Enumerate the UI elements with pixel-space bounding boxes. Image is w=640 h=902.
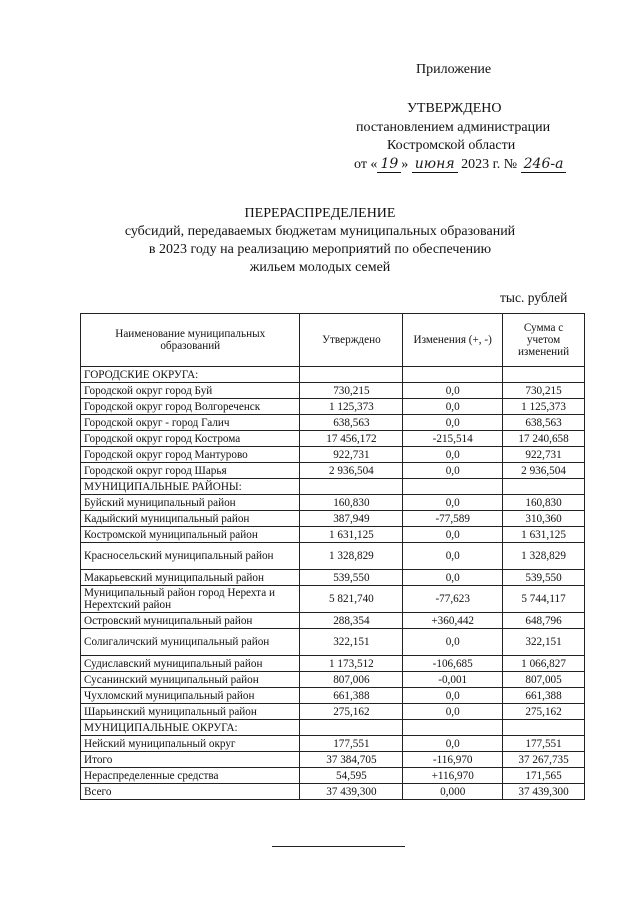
municipality-name: Всего [81, 784, 300, 800]
municipality-name: Солигаличский муниципальный район [81, 629, 300, 656]
approved-cell: 638,563 [300, 415, 403, 431]
table-header-row [81, 314, 585, 367]
table-row [81, 672, 585, 688]
change-cell: +360,442 [403, 613, 503, 629]
approved-cell: 922,731 [300, 447, 403, 463]
budget-table [80, 313, 585, 800]
section-row [81, 367, 585, 383]
municipality-name: Красносельский муниципальный район [81, 543, 300, 570]
change-cell: 0,0 [403, 527, 503, 543]
total-cell: 171,565 [503, 768, 585, 784]
approved-cell: 322,151 [300, 629, 403, 656]
total-cell [503, 479, 585, 495]
change-cell: 0,0 [403, 688, 503, 704]
change-cell: 0,0 [403, 415, 503, 431]
municipality-name: Судиславский муниципальный район [81, 656, 300, 672]
total-cell [503, 367, 585, 383]
municipality-name: Городской округ город Шарья [81, 463, 300, 479]
total-cell: 807,005 [503, 672, 585, 688]
municipality-name: Костромской муниципальный район [81, 527, 300, 543]
appendix-label: Приложение [416, 62, 492, 77]
table-row [81, 570, 585, 586]
total-cell: 661,388 [503, 688, 585, 704]
approved-cell: 54,595 [300, 768, 403, 784]
change-cell: 0,0 [403, 570, 503, 586]
change-cell: 0,0 [403, 495, 503, 511]
municipality-name: Нераспределенные средства [81, 768, 300, 784]
change-cell: +116,970 [403, 768, 503, 784]
change-cell [403, 720, 503, 736]
municipality-name: Муниципальный район город Нерехта и Нерехтский район [81, 586, 300, 613]
change-cell: -77,589 [403, 511, 503, 527]
year-text: 2023 г. № [461, 157, 518, 172]
table-row [81, 656, 585, 672]
table-row [81, 383, 585, 399]
approved-cell: 160,830 [300, 495, 403, 511]
total-cell: 17 240,658 [503, 431, 585, 447]
table-row [81, 495, 585, 511]
handwritten-day: 19 [377, 156, 401, 173]
approved-cell: 387,949 [300, 511, 403, 527]
approved-cell: 1 125,373 [300, 399, 403, 415]
units-label: тыс. рублей [500, 290, 568, 305]
bottom-rule [272, 846, 405, 847]
approval-line-2: Костромской области [387, 138, 516, 153]
table-row [81, 586, 585, 613]
total-cell: 5 744,117 [503, 586, 585, 613]
total-cell: 322,151 [503, 629, 585, 656]
municipality-name: Сусанинский муниципальный район [81, 672, 300, 688]
table-row [81, 736, 585, 752]
change-cell: -77,623 [403, 586, 503, 613]
date-mid: » [401, 157, 409, 172]
table-row [81, 511, 585, 527]
table-row [81, 415, 585, 431]
change-cell: 0,0 [403, 629, 503, 656]
document-subtitle-2: в 2023 году на реализацию мероприятий по обеспечению [148, 242, 492, 257]
total-cell: 160,830 [503, 495, 585, 511]
approved-cell: 37 384,705 [300, 752, 403, 768]
handwritten-month: июня [412, 156, 458, 173]
total-cell: 1 066,827 [503, 656, 585, 672]
total-cell: 310,360 [503, 511, 585, 527]
total-cell: 1 328,829 [503, 543, 585, 570]
total-cell: 37 439,300 [503, 784, 585, 800]
approved-cell: 37 439,300 [300, 784, 403, 800]
approved-cell: 1 631,125 [300, 527, 403, 543]
municipality-name: Буйский муниципальный район [81, 495, 300, 511]
header-total: Сумма с учетом изменений [503, 314, 585, 367]
document-subtitle-3: жильем молодых семей [249, 260, 391, 275]
approved-cell [300, 479, 403, 495]
change-cell: 0,0 [403, 447, 503, 463]
approved-cell: 1 173,512 [300, 656, 403, 672]
section-row [81, 479, 585, 495]
approved-cell: 730,215 [300, 383, 403, 399]
municipality-name: Городской округ город Кострома [81, 431, 300, 447]
change-cell: 0,0 [403, 543, 503, 570]
change-cell: 0,000 [403, 784, 503, 800]
table-row [81, 704, 585, 720]
municipality-name: Макарьевский муниципальный район [81, 570, 300, 586]
total-cell: 1 631,125 [503, 527, 585, 543]
approved-cell: 275,162 [300, 704, 403, 720]
document-title: ПЕРЕРАСПРЕДЕЛЕНИЕ [244, 206, 396, 221]
total-cell: 922,731 [503, 447, 585, 463]
change-cell: -106,685 [403, 656, 503, 672]
approved-cell: 539,550 [300, 570, 403, 586]
total-cell: 1 125,373 [503, 399, 585, 415]
change-cell: 0,0 [403, 399, 503, 415]
approved-cell [300, 720, 403, 736]
municipality-name: Шарьинский муниципальный район [81, 704, 300, 720]
municipality-name: Итого [81, 752, 300, 768]
change-cell [403, 367, 503, 383]
handwritten-number: 246-а [521, 156, 567, 173]
municipality-name: Городской округ город Волгореченск [81, 399, 300, 415]
approved-label: УТВЕРЖДЕНО [407, 101, 502, 116]
total-cell: 638,563 [503, 415, 585, 431]
approved-cell: 288,354 [300, 613, 403, 629]
total-cell: 37 267,735 [503, 752, 585, 768]
change-cell: -0,001 [403, 672, 503, 688]
approved-cell: 17 456,172 [300, 431, 403, 447]
table-row [81, 431, 585, 447]
total-cell: 275,162 [503, 704, 585, 720]
table-row [81, 629, 585, 656]
header-change: Изменения (+, -) [403, 314, 503, 367]
approved-cell [300, 367, 403, 383]
header-name: Наименование муниципальных образований [81, 314, 300, 367]
table-row [81, 768, 585, 784]
total-cell: 730,215 [503, 383, 585, 399]
section-label: МУНИЦИПАЛЬНЫЕ ОКРУГА: [81, 720, 300, 736]
header-approved: Утверждено [300, 314, 403, 367]
change-cell [403, 479, 503, 495]
approved-cell: 177,551 [300, 736, 403, 752]
table-row [81, 784, 585, 800]
approval-date-line [354, 156, 566, 173]
table-row [81, 543, 585, 570]
change-cell: -116,970 [403, 752, 503, 768]
municipality-name: Нейский муниципальный округ [81, 736, 300, 752]
municipality-name: Островский муниципальный район [81, 613, 300, 629]
section-label: ГОРОДСКИЕ ОКРУГА: [81, 367, 300, 383]
approval-line-1: постановлением администрации [356, 120, 551, 135]
approved-cell: 5 821,740 [300, 586, 403, 613]
table-row [81, 752, 585, 768]
municipality-name: Чухломский муниципальный район [81, 688, 300, 704]
change-cell: 0,0 [403, 736, 503, 752]
table-row [81, 688, 585, 704]
table-row [81, 399, 585, 415]
change-cell: 0,0 [403, 463, 503, 479]
municipality-name: Городской округ - город Галич [81, 415, 300, 431]
total-cell: 539,550 [503, 570, 585, 586]
change-cell: 0,0 [403, 704, 503, 720]
municipality-name: Городской округ город Мантурово [81, 447, 300, 463]
municipality-name: Кадыйский муниципальный район [81, 511, 300, 527]
approved-cell: 2 936,504 [300, 463, 403, 479]
table-row [81, 447, 585, 463]
date-prefix: от « [354, 157, 378, 172]
total-cell: 2 936,504 [503, 463, 585, 479]
section-label: МУНИЦИПАЛЬНЫЕ РАЙОНЫ: [81, 479, 300, 495]
municipality-name: Городской округ город Буй [81, 383, 300, 399]
document-subtitle-1: субсидий, передаваемых бюджетам муниципальных образований [124, 224, 516, 239]
table-row [81, 527, 585, 543]
approved-cell: 807,006 [300, 672, 403, 688]
table-row [81, 613, 585, 629]
approved-cell: 1 328,829 [300, 543, 403, 570]
total-cell: 648,796 [503, 613, 585, 629]
change-cell: -215,514 [403, 431, 503, 447]
section-row [81, 720, 585, 736]
approved-cell: 661,388 [300, 688, 403, 704]
budget-table-body [81, 367, 585, 800]
total-cell [503, 720, 585, 736]
table-row [81, 463, 585, 479]
change-cell: 0,0 [403, 383, 503, 399]
total-cell: 177,551 [503, 736, 585, 752]
